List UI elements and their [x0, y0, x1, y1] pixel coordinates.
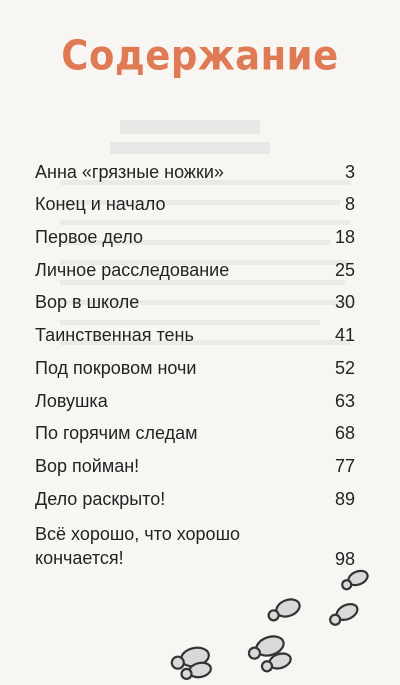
toc-entry-page: 3 — [344, 161, 355, 182]
toc-entry-page: 30 — [334, 292, 355, 313]
toc-entry-title: Дело раскрыто! — [35, 488, 166, 509]
toc-entry[interactable] — [35, 150, 355, 183]
toc-entry-title: Личное расследование — [35, 259, 230, 280]
toc-entry-title: Под покровом ночи — [35, 357, 197, 378]
toc-entry-title: Ловушка — [35, 390, 108, 411]
toc-entry-page: 77 — [334, 455, 355, 476]
toc-entry[interactable] — [35, 281, 355, 314]
toc-entry-page: 18 — [334, 227, 355, 248]
toc-entry-title: Вор в школе — [35, 292, 140, 313]
page-title: Содержание — [61, 31, 339, 80]
toc-entry[interactable] — [35, 477, 355, 510]
toc-entry[interactable] — [35, 444, 355, 477]
toc-entry-title: Первое дело — [35, 227, 143, 248]
toc-entry[interactable] — [35, 183, 355, 216]
toc-entry-title: Анна «грязные ножки» — [35, 161, 224, 182]
toc-entry-title-line: Всё хорошо, что хорошо — [35, 523, 241, 544]
toc-entry-page: 68 — [334, 423, 355, 444]
toc-entry[interactable] — [35, 248, 355, 281]
toc-entry[interactable] — [35, 412, 355, 445]
toc-entry-page: 41 — [334, 325, 355, 346]
toc-entry-page: 8 — [344, 194, 355, 215]
toc-entry-title-line: кончается! — [35, 547, 124, 568]
toc-entry-title: Таинственная тень — [35, 325, 194, 346]
toc-entry-title: Конец и начало — [35, 194, 166, 215]
toc-entry[interactable] — [35, 215, 355, 248]
toc-entry-page: 25 — [334, 259, 355, 280]
toc-entry-page: 63 — [334, 390, 355, 411]
toc-entry-page: 98 — [334, 548, 355, 569]
toc-entry-page: 89 — [334, 488, 355, 509]
toc-entry-page: 52 — [334, 357, 355, 378]
table-of-contents — [35, 150, 355, 570]
toc-entry[interactable] — [35, 346, 355, 379]
toc-entry[interactable] — [35, 379, 355, 412]
footprints-icon — [0, 560, 400, 685]
toc-entry[interactable] — [35, 313, 355, 346]
toc-entry-title: Вор пойман! — [35, 455, 140, 476]
toc-entry-title: По горячим следам — [35, 423, 198, 444]
